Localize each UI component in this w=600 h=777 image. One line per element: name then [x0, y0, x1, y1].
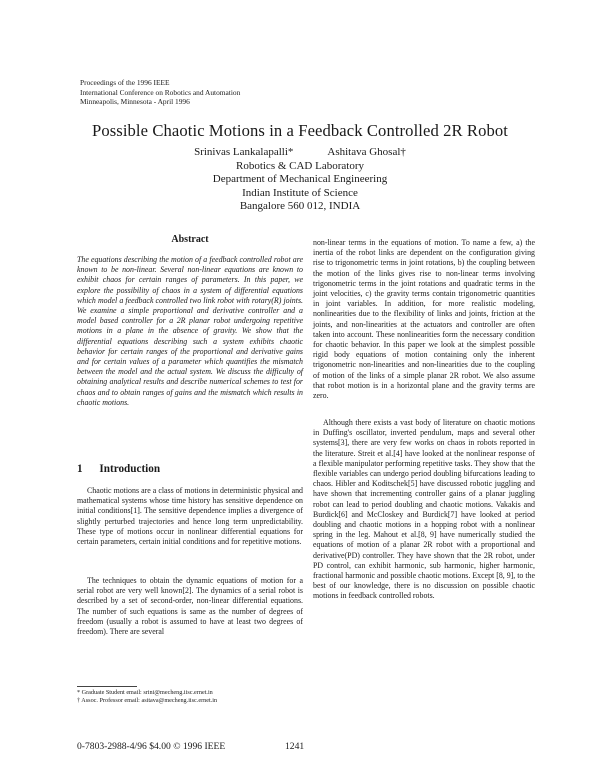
section-heading	[77, 463, 160, 475]
footnote: † Assoc. Professor email: asitava@mecheng.iisc.ernet.in	[77, 697, 218, 704]
proceedings-line: Proceedings of the 1996 IEEE	[80, 78, 170, 87]
affiliation-department: Department of Mechanical Engineering	[212, 173, 388, 186]
author-name: Srinivas Lankalapalli*	[194, 146, 294, 158]
proceedings-line: International Conference on Robotics and Automation	[80, 87, 241, 97]
author-name: Ashitava Ghosal†	[327, 146, 406, 158]
paragraph: The techniques to obtain the dynamic equations of motion for a serial robot are very well known[2]. The dynamics of a serial robot is described by a set of second-order, non-linear differential equations. The number of such equations is same as the number of degrees of freedom (usually a robot is assumed to have at least two degrees of freedom). There are several	[77, 576, 303, 637]
paragraph: Chaotic motions are a class of motions in deterministic physical and mathematical systems whose time history has sensitive dependence on initial conditions[1]. The sensitive dependence implies a divergence of slightly perturbed trajectories and hence long term unpredictability. These type of motions occur in nonlinear differential equations for certain parameters, certain initial conditions and for repetitive motions.	[77, 486, 303, 547]
affiliation-city: Bangalore 560 012, INDIA	[239, 200, 361, 213]
proceedings-line: Minneapolis, Minnesota - April 1996	[80, 97, 190, 107]
section-title: Introduction	[99, 463, 161, 475]
author-names	[150, 146, 450, 160]
right-column-paragraph-1	[313, 238, 535, 401]
right-column-paragraph-2	[313, 418, 535, 602]
footnote-rule	[77, 686, 137, 687]
paragraph: non-linear terms in the equations of motion. To name a few, a) the inertia of the robot links are dependent on the configuration giving rise to trigonometric terms in joint rotations, b) the coupling between the motion of the links gives rise to non-linear terms involving trigonometric terms in the joint rotations and quadratic terms in the joint velocities, c) the gravity terms contain trigonometric quantities in joint variables. In addition, for more realistic modeling, nonlinearities due to the flexibility of links and joints, friction at the joints, and non-linearities at the actuators and controller are often taken into account. These nonlinearities form the necessary condition for chaotic behavior. In this paper we look at the simplest possible rigid body equations of motion containing only the inherent trigonometric non-linearities and non-linearities due to the coupling of motion of the links of a simple planar 2R robot. We also assume that robot motion is in a horizontal plane and the gravity terms are zero.	[313, 238, 535, 401]
section-number: 1	[77, 463, 83, 475]
abstract-text: The equations describing the motion of a feedback controlled robot are known to be non-linear. Several non-linear equations are known to exhibit chaos for certain ranges of parameters. In this paper, we explore the possibility of chaos in a system of differential equations which model a feedback controlled two link robot with rotary(R) joints. We examine a simple proportional and derivative controller and a model based controller for a 2R planar robot undergoing repetitive motions in a plane in the absence of gravity. We show that the differential equations describing such a system exhibits chaotic behavior for certain ranges of the proportional and derivative gains and for certain values of a parameter which quantifies the mismatch between the model and the actual system. We discuss the difficulty of obtaining analytical results and describe numerical schemes to test for chaos and to obtain ranges of gains and the mismatch which results in chaotic motions.	[77, 255, 303, 407]
abstract-heading: Abstract	[171, 234, 209, 245]
affiliation-lab: Robotics & CAD Laboratory	[235, 159, 364, 172]
intro-paragraph-2	[77, 576, 303, 637]
paragraph: Although there exists a vast body of literature on chaotic motions in Duffing's oscillator, inverted pendulum, maps and several other systems[3], there are very few works on chaos in robots reported in the literature. Streit et al.[4] have looked at the nonlinear response of a flexible manipulator performing repetitive tasks. They show that the flexible variables can undergo period doubling bifurcations leading to chaos. Hibler and Koditschek[5] have discussed robotic juggling and have shown that incrementing controller gains of a planar juggling robot can lead to period doubling and chaotic motions. Vakakis and Burdick[6] and McCloskey and Burdick[7] have looked at period doubling and chaotic motions in a hopping robot with a nonlinear spring in the leg. Mahout et al.[8, 9] have numerically studied the equations of motion of a planar 2R robot with a proportional and derivative(PD) controller. They have shown that the 2R robot, under PD control, can exhibit harmonic, sub harmonic, higher harmonic, fractional harmonic and possible chaotic motions. Except [8, 9], to the best of our knowledge, there is no discussion on possible chaotic motions in feedback controlled robots.	[313, 418, 535, 601]
isbn-copyright: 0-7803-2988-4/96 $4.00 © 1996 IEEE	[77, 741, 226, 752]
proceedings-header	[80, 78, 300, 107]
paper-title: Possible Chaotic Motions in a Feedback Controlled 2R Robot	[91, 121, 508, 140]
footnote: * Graduate Student email: srini@mecheng.iisc.ernet.in	[77, 689, 213, 696]
footnotes	[77, 689, 303, 705]
affiliation-institute: Indian Institute of Science	[242, 186, 358, 199]
author-block	[150, 146, 450, 214]
intro-paragraph-1	[77, 486, 303, 547]
page-number: 1241	[285, 741, 305, 752]
